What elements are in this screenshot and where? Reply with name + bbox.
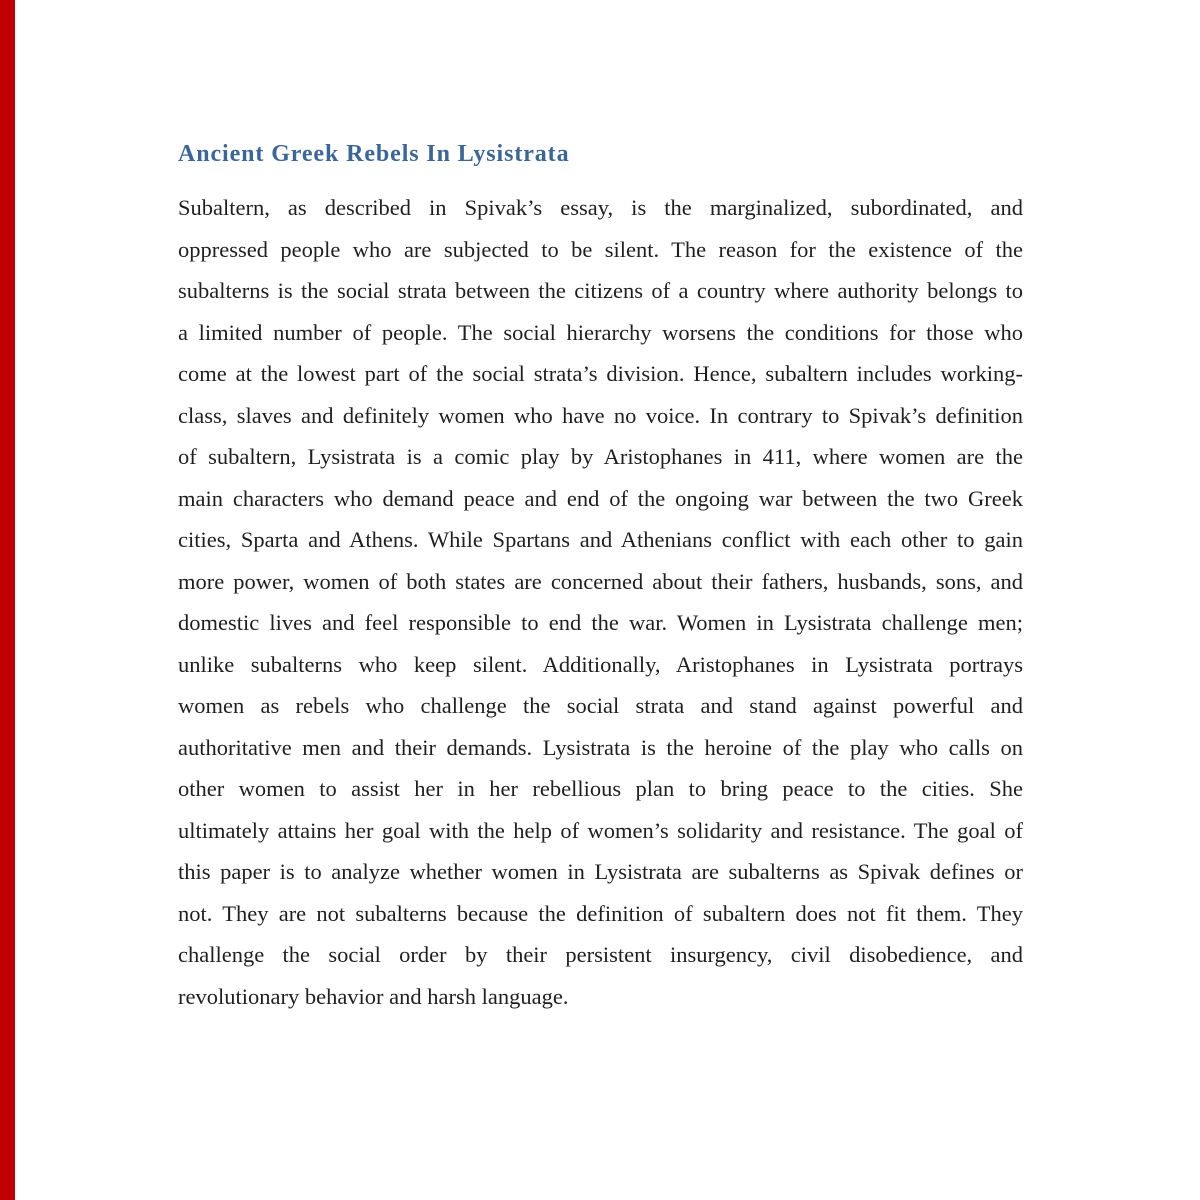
paragraph-line: subalterns is the social strata between the citizens of a country where authority belongs to bbox=[178, 278, 1023, 303]
paragraph-line: cities, Sparta and Athens. While Spartans and Athenians conflict with each other to gain bbox=[178, 527, 1023, 552]
paragraph-line: more power, women of both states are concerned about their fathers, husbands, sons, and bbox=[178, 568, 1023, 594]
paragraph-line: main characters who demand peace and end of the ongoing war between the two Greek bbox=[178, 485, 1023, 511]
paragraph-line: ultimately attains her goal with the help of women’s solidarity and resistance. The goal of bbox=[178, 817, 1023, 843]
paragraph-line: revolutionary behavior and harsh language. bbox=[178, 983, 569, 1009]
paragraph-line: class, slaves and definitely women who have no voice. In contrary to Spivak’s definition bbox=[178, 402, 1023, 428]
paragraph-line: this paper is to analyze whether women in Lysistrata are subalterns as Spivak defines or bbox=[178, 859, 1023, 884]
paragraph-line: other women to assist her in her rebellious plan to bring peace to the cities. She bbox=[178, 776, 1023, 801]
paragraph-line: unlike subalterns who keep silent. Additionally, Aristophanes in Lysistrata portrays bbox=[178, 651, 1023, 677]
essay-title: Ancient Greek Rebels In Lysistrata bbox=[178, 141, 570, 167]
paragraph-line: challenge the social order by their persistent insurgency, civil disobedience, and bbox=[178, 942, 1023, 967]
paragraph-line: not. They are not subalterns because the definition of subaltern does not fit them. They bbox=[178, 900, 1023, 926]
paragraph-line: of subaltern, Lysistrata is a comic play by Aristophanes in 411, where women are the bbox=[178, 444, 1023, 469]
left-edge-strip bbox=[0, 0, 15, 1200]
paragraph-line: women as rebels who challenge the social strata and stand against powerful and bbox=[178, 693, 1023, 718]
paragraph-line: Subaltern, as described in Spivak’s essay, is the marginalized, subordinated, and bbox=[178, 195, 1023, 220]
paragraph-line: a limited number of people. The social hierarchy worsens the conditions for those who bbox=[178, 319, 1023, 345]
paragraph-line: come at the lowest part of the social strata’s division. Hence, subaltern includes working- bbox=[178, 361, 1023, 386]
paragraph-line: domestic lives and feel responsible to end the war. Women in Lysistrata challenge men; bbox=[178, 610, 1023, 635]
paragraph-line: authoritative men and their demands. Lysistrata is the heroine of the play who calls on bbox=[178, 734, 1023, 760]
paragraph-line: oppressed people who are subjected to be silent. The reason for the existence of the bbox=[178, 236, 1023, 262]
essay-paragraph bbox=[178, 187, 1023, 1017]
